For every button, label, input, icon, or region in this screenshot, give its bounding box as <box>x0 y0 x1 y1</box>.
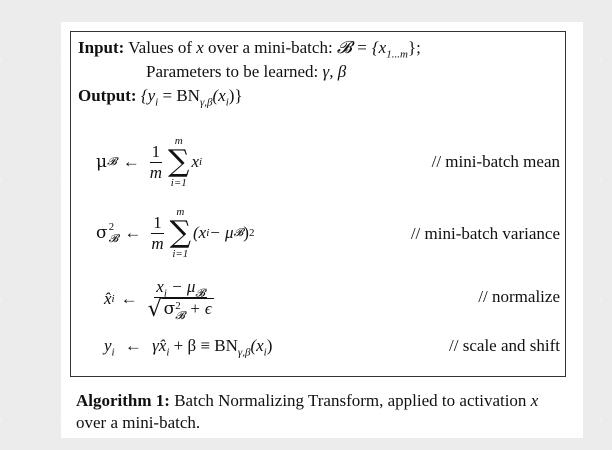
caption-text-a: Batch Normalizing Transform, applied to activation <box>169 391 531 410</box>
frac-denominator: m <box>149 162 163 182</box>
step-norm-comment: // normalize <box>478 287 560 306</box>
sum-upper-limit: m <box>176 206 185 218</box>
scale-formula-b: + β ≡ BN <box>169 336 238 355</box>
scale-formula-a: γx̂ <box>152 336 167 355</box>
input-set: 𝓑 = {x <box>336 38 387 57</box>
input-line <box>78 38 421 61</box>
step-mean-term: x <box>191 152 200 171</box>
step-var-lhs: σ <box>96 223 108 243</box>
step-mean-comment: // mini-batch mean <box>431 152 560 171</box>
norm-den-sup: 2 <box>175 299 181 312</box>
frac-numerator: 1 <box>153 212 162 232</box>
params-vars: γ, β <box>322 62 347 81</box>
input-set-end: }; <box>407 38 421 57</box>
input-label: Input: <box>78 38 125 57</box>
step-mean-arrow: ← <box>122 152 140 171</box>
norm-den-under <box>162 298 214 320</box>
step-normalize: x̂ i ← $x_i - \mu_𝓑$ √ σ 2 𝓑 + ϵ <box>104 272 218 326</box>
input-set-sub: 1...m <box>386 48 408 61</box>
step-mean-sum <box>168 135 189 189</box>
sum-lower-limit: i=1 <box>172 248 189 260</box>
step-norm-arrow: ← <box>120 289 138 308</box>
scale-formula-c-sub: i <box>263 346 267 359</box>
frac-denominator: m <box>151 233 164 253</box>
step-scale-lhs: y <box>104 336 112 355</box>
sqrt-icon: √ <box>147 296 162 322</box>
step-norm-lhs: x̂ <box>104 289 112 308</box>
output-formula-end: )} <box>228 86 243 105</box>
sum-sign: ∑ <box>168 144 190 179</box>
norm-num-mid: − μ <box>166 277 196 297</box>
scale-formula-d: ) <box>266 336 273 355</box>
step-mean-frac <box>148 142 164 183</box>
norm-num-x: x <box>156 277 164 297</box>
caption-var: x <box>530 391 539 410</box>
step-scale-shift <box>104 336 273 359</box>
step-scale-comment: // scale and shift <box>449 336 560 355</box>
sum-lower-limit: i=1 <box>170 177 187 189</box>
norm-num-sub: i <box>163 287 167 300</box>
norm-denominator <box>146 298 216 320</box>
step-var-frac <box>149 213 165 254</box>
output-formula-eq: = BN <box>158 86 200 105</box>
step-variance: σ 2 𝓑 ← $\frac{1}{m}$ m ∑ i=1 (x i − μ 𝓑 ) 2 <box>96 206 255 260</box>
step-var-lhs-sub: 𝓑 <box>108 232 119 245</box>
step-var-term-mid: − μ <box>209 223 234 242</box>
caption-label: Algorithm 1: <box>76 391 170 410</box>
output-formula-arg-sub: i <box>225 96 229 109</box>
frac-numerator: 1 <box>151 141 161 161</box>
params-line <box>146 62 346 82</box>
output-formula: {y <box>140 86 156 105</box>
step-mean-lhs: μ <box>96 152 108 172</box>
scale-formula-b-sub: γ,β <box>237 346 251 359</box>
step-var-term: (x <box>193 223 207 242</box>
sum-sign: ∑ <box>169 215 192 250</box>
step-var-arrow: ← <box>124 223 142 242</box>
output-label: Output: <box>78 86 137 105</box>
output-line <box>78 86 243 109</box>
norm-numerator <box>154 277 207 298</box>
step-var-comment: // mini-batch variance <box>410 224 560 243</box>
norm-den-sub: 𝓑 <box>175 308 185 322</box>
params-text: Parameters to be learned: <box>146 62 323 81</box>
output-formula-i: i <box>155 96 159 109</box>
step-var-sum <box>170 206 191 260</box>
step-var-lhs-sup: 2 <box>108 221 115 233</box>
input-var: x <box>196 38 204 57</box>
step-scale-lhs-sub: i <box>111 346 115 359</box>
norm-den-sigma: σ <box>163 299 176 320</box>
norm-den-plus: + ϵ <box>184 299 212 319</box>
step-mean: μ 𝓑 ← $\frac{1}{m}$ m ∑ i=1 x i <box>96 135 203 189</box>
caption-text-b: over a mini-batch. <box>76 413 201 432</box>
output-formula-arg: (x <box>212 86 226 105</box>
step-var-term-end: ) <box>243 223 249 242</box>
sum-upper-limit: m <box>174 135 183 147</box>
output-formula-sub: γ,β <box>199 96 213 109</box>
input-text-mid: over a mini-batch: <box>203 38 337 57</box>
norm-num-sub2: 𝓑 <box>195 286 206 300</box>
algorithm-caption <box>76 390 566 434</box>
step-scale-arrow: ← <box>124 336 142 355</box>
scale-formula-c: (x <box>250 336 264 355</box>
input-text-prefix: Values of <box>128 38 197 57</box>
scale-formula-a-sub: i <box>166 346 170 359</box>
step-norm-frac <box>146 277 216 320</box>
